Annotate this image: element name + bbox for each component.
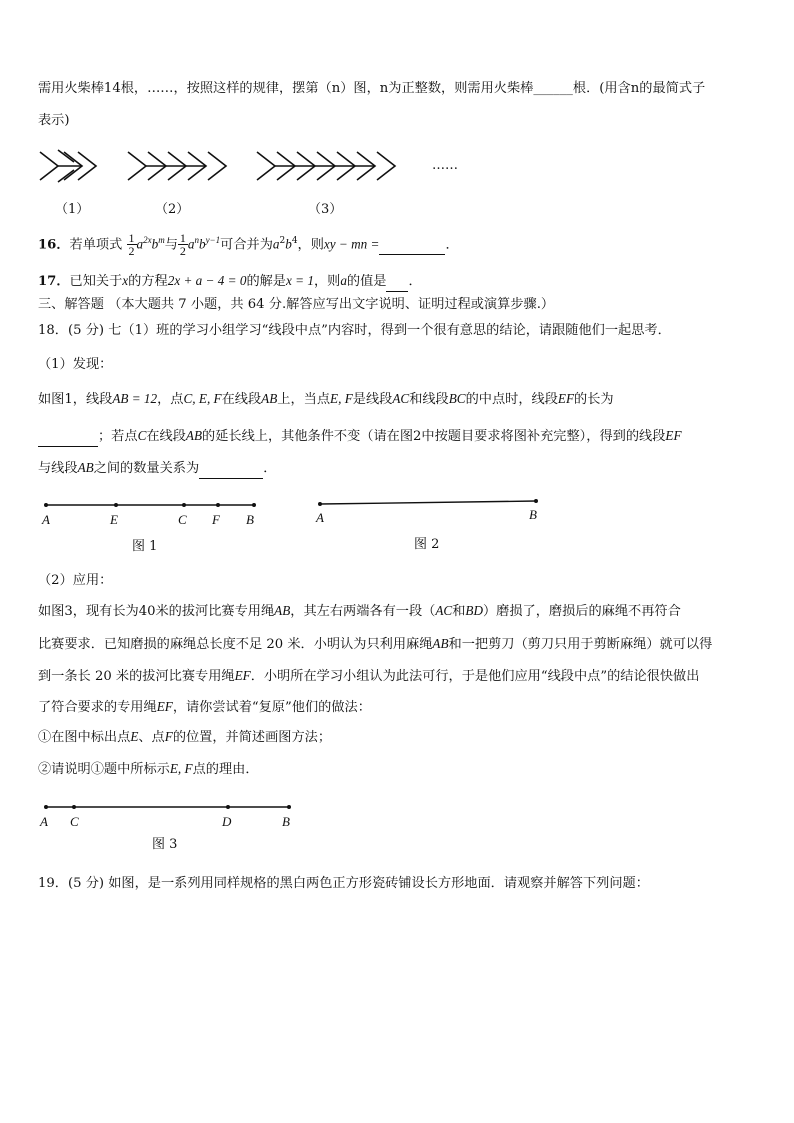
q18-app-line1: 如图3，现有长为40米的拔河比赛专用绳AB，其左右两端各有一段（AC和BD）磨损了，磨损后的麻绳不再符合 [38, 603, 681, 619]
fig2-label-a: A [316, 510, 324, 525]
q17-answer-blank [386, 273, 408, 292]
q18-relation-blank [199, 460, 263, 479]
section-3-header: 三、解答题 （本大题共 7 小题，共 64 分.解答应写出文字说明、证明过程或演算步骤.） [38, 297, 555, 312]
fig3-label-c: C [70, 814, 79, 829]
matchstick-caption-3: （3） [308, 202, 343, 217]
q18-p1-line1: 如图1，线段AB = 12，点C, E, F在线段AB上，当点E, F是线段AC和线段BC的中点时，线段EF的长为 [38, 391, 614, 407]
q18-app-line4: 了符合要求的专用绳EF，请你尝试着“复原”他们的做法： [38, 699, 371, 715]
fig1-label-a: A [42, 512, 50, 527]
q16-pre: 若单项式 [69, 237, 123, 253]
question-16: 16．若单项式 $\frac{1}{2}$ $a^{2x}b^m$与 $\frac{1}{2}$ $a^nb^{y-1}$可合并为$a^2b^4$，则xy − mn = ． [38, 231, 459, 259]
figure-1-segment [44, 500, 259, 510]
q16-fraction-1: $\frac{1}{2}$ [128, 231, 135, 259]
q18-p1-line3: 与线段AB之间的数量关系为 ． [38, 459, 276, 479]
q18-p1-line2: ；若点C在线段AB的延长线上，其他条件不变（请在图2中按题目要求将图补充完整），得到的线段EF [38, 427, 682, 447]
q18-part1-title: （1）发现： [38, 357, 113, 372]
fig1-label-b: B [246, 512, 254, 527]
fig2-label-b: B [529, 507, 537, 522]
q16-answer-blank [379, 236, 445, 255]
fig2-caption: 图 2 [414, 537, 440, 552]
matchstick-figure-2 [126, 148, 236, 190]
matchstick-text-line2: 表示) [38, 113, 70, 128]
matchstick-ellipsis: …… [432, 158, 458, 173]
matchstick-caption-1: （1） [55, 202, 90, 217]
figure-3-segment [44, 802, 294, 812]
fig1-label-c: C [178, 512, 187, 527]
fig1-label-f: F [212, 512, 220, 527]
q18-part2-title: （2）应用： [38, 573, 113, 588]
q18-sub2: ②请说明①题中所标示E, F点的理由． [38, 761, 259, 777]
matchstick-figure-1 [38, 148, 108, 190]
matchstick-caption-2: （2） [155, 202, 190, 217]
fig3-label-b: B [282, 814, 290, 829]
q16-number: 16． [38, 237, 70, 253]
fig3-caption: 图 3 [152, 837, 178, 852]
q18-ef-length-blank [38, 428, 98, 447]
figure-2-segment [318, 498, 540, 508]
q18-app-line2: 比赛要求．已知磨损的麻绳总长度不足 20 米．小明认为只利用麻绳AB和一把剪刀（剪刀只用于剪断麻绳）就可以得 [38, 636, 713, 652]
fig3-label-d: D [222, 814, 232, 829]
matchstick-text-line1: 需用火柴棒14根，……，按照这样的规律，摆第（n）图，n为正整数，则需用火柴棒______根．(用含n的最简式子 [38, 81, 706, 96]
fig1-label-e: E [110, 512, 118, 527]
fig1-caption: 图 1 [132, 539, 158, 554]
q18-head: 18．(5 分) 七（1）班的学习小组学习“线段中点”内容时，得到一个很有意思的结论，请跟随他们一起思考． [38, 323, 671, 338]
matchstick-figure-3 [255, 148, 405, 190]
q16-fraction-2: $\frac{1}{2}$ [179, 231, 186, 259]
question-17: 17．已知关于x的方程2x + a − 4 = 0的解是x = 1，则a的值是 ． [38, 272, 422, 292]
q18-app-line3: 到一条长 20 米的拔河比赛专用绳EF．小明所在学习小组认为此法可行，于是他们应用“线段中点”的结论很快做出 [38, 668, 700, 684]
fig3-label-a: A [40, 814, 48, 829]
q18-sub1: ①在图中标出点E、点F的位置，并简述画图方法； [38, 729, 332, 745]
question-19: 19．(5 分) 如图，是一系列用同样规格的黑白两色正方形瓷砖铺设长方形地面．请观察并解答下列问题： [38, 876, 649, 891]
